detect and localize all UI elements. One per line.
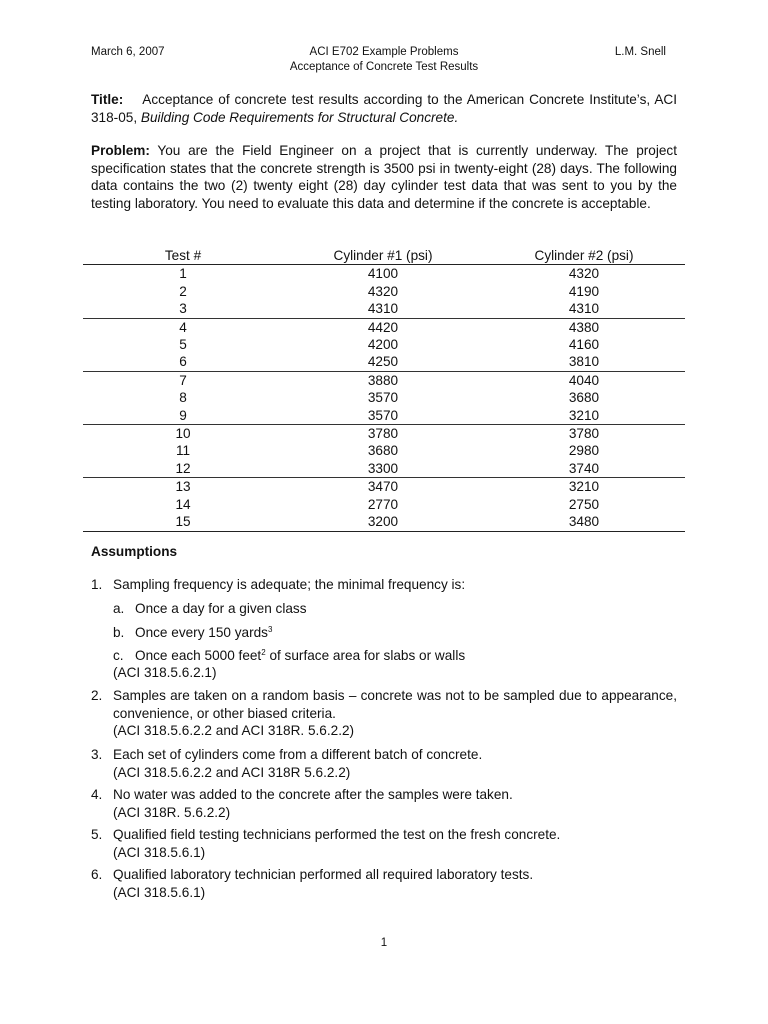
cell-cylinder-1: 3570: [283, 407, 483, 425]
assumption-body: [113, 786, 677, 821]
table-header-row: [83, 247, 685, 265]
column-header-cylinder-2: Cylinder #2 (psi): [483, 247, 685, 265]
assumption-reference: (ACI 318.5.6.1): [113, 884, 206, 900]
cell-cylinder-2: 2980: [568, 443, 600, 459]
table-row: [83, 300, 685, 318]
header-subtitle: Acceptance of Concrete Test Results: [289, 61, 479, 73]
cell-test-number: 2: [179, 283, 187, 299]
table-row: [83, 460, 685, 478]
table-row: [83, 407, 685, 425]
cell-cylinder-1: 3680: [367, 443, 399, 459]
table-row: [83, 389, 685, 406]
sub-item-text: Once each 5000 feet: [135, 648, 262, 663]
cell-test-number: 1: [179, 266, 187, 282]
page-number: 1: [380, 937, 388, 949]
column-header-test: Test #: [83, 247, 283, 265]
table-row: [83, 496, 685, 513]
cell-cylinder-1: 3570: [367, 390, 399, 406]
sub-item-text: Once a day for a given class: [135, 601, 307, 616]
table-body: [83, 265, 685, 531]
assumption-number: 5.: [91, 827, 103, 842]
superscript: 2: [261, 648, 266, 657]
cell-cylinder-1: 3880: [367, 372, 399, 388]
cell-cylinder-1: 3200: [283, 513, 483, 531]
sub-item-text-after: of surface area for slabs or walls: [265, 648, 466, 663]
assumption-body: [113, 746, 677, 781]
cell-cylinder-1: 2770: [367, 496, 399, 512]
cell-cylinder-2: 3780: [568, 426, 600, 442]
sub-item-text-wrap: [135, 647, 465, 665]
cell-cylinder-2: 4310: [483, 300, 685, 318]
cell-test-number: 15: [83, 513, 283, 531]
cell-test-number: 4: [179, 319, 187, 335]
cell-cylinder-2: 3210: [483, 407, 685, 425]
cell-cylinder-2: 4160: [568, 337, 600, 353]
cell-cylinder-2: 4380: [568, 319, 600, 335]
sub-item-letter: c.: [113, 648, 124, 663]
table-row: [83, 265, 685, 283]
superscript: 3: [267, 625, 273, 634]
cell-cylinder-2: 3810: [483, 353, 685, 371]
cell-cylinder-2: 3740: [483, 460, 685, 478]
cell-cylinder-1: 3780: [367, 426, 399, 442]
sub-item-text-wrap: [135, 624, 272, 642]
header-date: March 6, 2007: [91, 46, 165, 58]
table-row: [83, 318, 685, 336]
cell-cylinder-1: 3300: [283, 460, 483, 478]
table-row: [83, 513, 685, 531]
assumption-reference: (ACI 318.5.6.2.1): [113, 665, 217, 680]
assumption-reference: (ACI 318.5.6.2.2 and ACI 318R. 5.6.2.2): [113, 723, 355, 738]
assumption-reference: (ACI 318.5.6.1): [113, 844, 206, 860]
assumption-number: 2.: [91, 688, 103, 703]
problem-paragraph: [91, 142, 677, 212]
cell-test-number: 12: [83, 460, 283, 478]
table-row: [83, 478, 685, 496]
table-row: [83, 336, 685, 353]
cell-test-number: 11: [175, 443, 191, 459]
assumption-reference: (ACI 318R. 5.6.2.2): [113, 804, 231, 820]
cell-cylinder-2: 3210: [568, 479, 600, 495]
cell-cylinder-1: 4320: [367, 283, 399, 299]
title-paragraph: [91, 91, 677, 126]
cell-cylinder-2: 3680: [568, 390, 600, 406]
cell-cylinder-1: 4250: [283, 353, 483, 371]
cell-test-number: 3: [83, 300, 283, 318]
cell-test-number: 7: [179, 372, 187, 388]
table-row: [83, 442, 685, 459]
problem-text: You are the Field Engineer on a project that is currently underway. The project specification states that the concrete strength is 3500 psi in twenty-eight (28) days. The following data contains the two (2) twenty eight (28) day cylinder test data that was sent to you by the testing laboratory. You need to evaluate this data and determine if the concrete is acceptable.: [91, 143, 677, 211]
column-header-cylinder-1: Cylinder #1 (psi): [283, 247, 483, 265]
title-italic: Building Code Requirements for Structural Concrete.: [140, 109, 459, 125]
header-course: ACI E702 Example Problems: [309, 46, 459, 58]
assumption-body: [113, 866, 677, 901]
cell-test-number: 5: [179, 337, 187, 353]
table-row: [83, 283, 685, 300]
sub-item-letter: b.: [113, 625, 125, 640]
cell-test-number: 6: [83, 353, 283, 371]
assumption-text: Qualified laboratory technician performed all required laboratory tests.: [113, 867, 534, 882]
table-row: [83, 353, 685, 371]
assumption-number: 4.: [91, 787, 103, 802]
title-text: Acceptance of concrete test results according to the American Concrete Institute’s, ACI 318-05,: [91, 92, 678, 125]
cylinder-test-table: [83, 247, 685, 532]
assumption-text: Each set of cylinders come from a different batch of concrete.: [113, 747, 483, 762]
sub-item-letter: a.: [113, 601, 125, 616]
assumption-body: [113, 826, 677, 861]
table-row: [83, 425, 685, 443]
cell-cylinder-2: 2750: [568, 496, 600, 512]
cell-cylinder-2: 4320: [568, 266, 600, 282]
assumption-number: 6.: [91, 867, 103, 882]
assumption-text: Sampling frequency is adequate; the minimal frequency is:: [113, 577, 466, 592]
assumptions-heading: Assumptions: [91, 544, 178, 559]
cell-cylinder-1: 4310: [283, 300, 483, 318]
assumption-number: 1.: [91, 577, 103, 592]
cylinder-test-table-wrap: [83, 247, 685, 532]
cell-test-number: 13: [175, 479, 191, 495]
cell-cylinder-2: 3480: [483, 513, 685, 531]
cell-cylinder-1: 4200: [367, 337, 399, 353]
assumption-text: Qualified field testing technicians performed the test on the fresh concrete.: [113, 827, 561, 842]
header-author: L.M. Snell: [614, 46, 666, 58]
cell-test-number: 8: [179, 390, 187, 406]
assumption-body: [113, 687, 677, 740]
sub-item-text: Once every 150 yards: [135, 625, 268, 640]
assumption-text: Samples are taken on a random basis – concrete was not to be sampled due to appearance, convenience, or other biased criteria.: [113, 688, 677, 721]
cell-cylinder-1: 3470: [367, 479, 399, 495]
cell-cylinder-2: 4190: [568, 283, 600, 299]
cell-cylinder-2: 4040: [568, 372, 600, 388]
cell-test-number: 9: [83, 407, 283, 425]
table-row: [83, 371, 685, 389]
title-label: Title:: [91, 92, 124, 107]
cell-cylinder-1: 4420: [367, 319, 399, 335]
cell-test-number: 10: [175, 426, 191, 442]
assumption-number: 3.: [91, 747, 103, 762]
assumption-text: No water was added to the concrete after the samples were taken.: [113, 787, 513, 802]
assumption-reference: (ACI 318.5.6.2.2 and ACI 318R 5.6.2.2): [113, 764, 351, 780]
cell-cylinder-1: 4100: [367, 266, 399, 282]
cell-test-number: 14: [175, 496, 191, 512]
problem-label: Problem:: [91, 143, 150, 158]
